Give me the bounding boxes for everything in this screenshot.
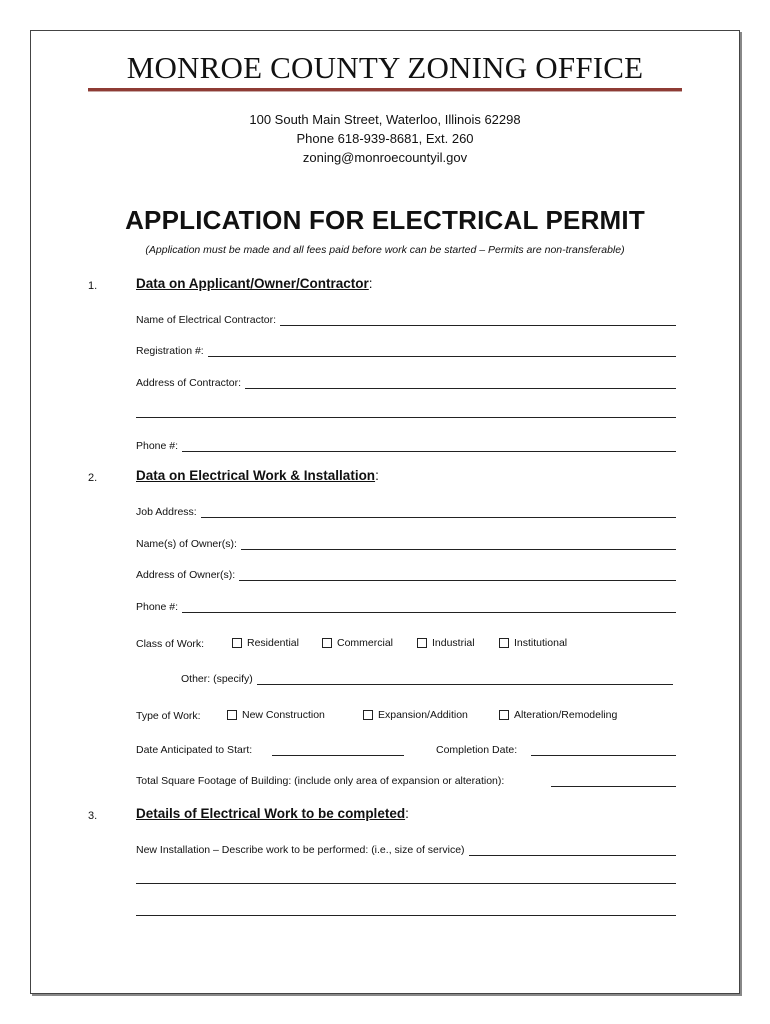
owner-phone-label: Phone #: <box>136 601 179 613</box>
section-1-heading <box>136 276 373 291</box>
office-phone: Phone 618-939-8681, Ext. 260 <box>296 131 474 146</box>
date-start-line[interactable] <box>272 754 404 756</box>
section-2-heading-text: Data on Electrical Work & Installation <box>136 468 376 483</box>
contractor-name-line[interactable] <box>280 315 676 326</box>
other-specify-label: Other: (specify) <box>181 673 253 685</box>
checkbox-residential[interactable] <box>232 637 299 649</box>
contractor-phone-line[interactable] <box>182 441 676 452</box>
registration-field[interactable] <box>136 343 676 357</box>
owner-address-label: Address of Owner(s): <box>136 569 236 581</box>
section-2-colon: : <box>375 468 379 483</box>
checkbox-label: Industrial <box>432 637 475 649</box>
contractor-address-line[interactable] <box>245 378 676 389</box>
checkbox-institutional[interactable] <box>499 637 567 649</box>
form-subtitle: (Application must be made and all fees paid before work can be started – Permits are non-transferable) <box>145 244 625 256</box>
contractor-address-field[interactable] <box>136 375 676 389</box>
checkbox-new-construction[interactable] <box>227 709 325 721</box>
section-3-colon: : <box>405 806 409 821</box>
checkbox-box[interactable] <box>227 710 237 720</box>
checkbox-expansion-addition[interactable] <box>363 709 468 721</box>
section-3-number: 3. <box>88 810 98 822</box>
section-3-heading-text: Details of Electrical Work to be completed <box>136 806 406 821</box>
job-address-label: Job Address: <box>136 506 197 518</box>
checkbox-label: Alteration/Remodeling <box>514 709 618 721</box>
section-2-heading <box>136 468 379 483</box>
type-of-work-label: Type of Work: <box>136 710 201 722</box>
square-footage-line[interactable] <box>551 785 676 787</box>
checkbox-box[interactable] <box>322 638 332 648</box>
owner-phone-field[interactable] <box>136 599 676 613</box>
completion-date-line[interactable] <box>531 754 676 756</box>
contractor-name-field[interactable] <box>136 312 676 326</box>
new-installation-label: New Installation – Describe work to be performed: (i.e., size of service) <box>136 844 465 856</box>
contractor-address-label: Address of Contractor: <box>136 377 242 389</box>
checkbox-box[interactable] <box>417 638 427 648</box>
square-footage-label: Total Square Footage of Building: (include only area of expansion or alteration): <box>136 775 505 787</box>
section-1-number: 1. <box>88 280 98 292</box>
owner-phone-line[interactable] <box>182 602 676 613</box>
title-rule <box>88 88 682 92</box>
work-description-line-2[interactable] <box>136 882 676 884</box>
job-address-line[interactable] <box>201 507 676 518</box>
office-email: zoning@monroecountyil.gov <box>302 150 468 165</box>
new-installation-line[interactable] <box>469 845 676 856</box>
section-1-colon: : <box>368 276 373 291</box>
checkbox-label: Expansion/Addition <box>378 709 468 721</box>
contractor-phone-label: Phone #: <box>136 440 179 452</box>
checkbox-label: Residential <box>247 637 299 649</box>
checkbox-box[interactable] <box>499 638 509 648</box>
new-installation-field[interactable] <box>136 842 676 856</box>
checkbox-box[interactable] <box>363 710 373 720</box>
completion-date-label: Completion Date: <box>436 744 518 756</box>
owner-names-line[interactable] <box>241 539 676 550</box>
work-description-line-3[interactable] <box>136 914 676 916</box>
section-3-heading <box>136 806 409 821</box>
owner-names-field[interactable] <box>136 536 676 550</box>
registration-line[interactable] <box>208 346 676 357</box>
office-address: 100 South Main Street, Waterloo, Illinois 62298 <box>249 112 521 127</box>
registration-label: Registration #: <box>136 345 204 357</box>
owner-address-field[interactable] <box>136 567 676 581</box>
checkbox-box[interactable] <box>232 638 242 648</box>
checkbox-label: Commercial <box>337 637 394 649</box>
contractor-name-label: Name of Electrical Contractor: <box>136 314 277 326</box>
checkbox-alteration-remodeling[interactable] <box>499 709 617 721</box>
section-1-heading-text: Data on Applicant/Owner/Contractor <box>136 276 369 291</box>
checkbox-industrial[interactable] <box>417 637 475 649</box>
date-start-label: Date Anticipated to Start: <box>136 744 253 756</box>
checkbox-label: Institutional <box>514 637 568 649</box>
contractor-address-line-2[interactable] <box>136 416 676 418</box>
owner-names-label: Name(s) of Owner(s): <box>136 538 237 550</box>
job-address-field[interactable] <box>136 504 676 518</box>
checkbox-commercial[interactable] <box>322 637 393 649</box>
other-specify-field[interactable] <box>181 671 673 685</box>
other-specify-line[interactable] <box>257 674 673 685</box>
contractor-phone-field[interactable] <box>136 438 676 452</box>
section-2-number: 2. <box>88 472 98 484</box>
form-title: APPLICATION FOR ELECTRICAL PERMIT <box>125 205 645 235</box>
checkbox-box[interactable] <box>499 710 509 720</box>
office-title: MONROE COUNTY ZONING OFFICE <box>126 50 644 85</box>
checkbox-label: New Construction <box>242 709 325 721</box>
class-of-work-label: Class of Work: <box>136 638 205 650</box>
owner-address-line[interactable] <box>239 570 676 581</box>
